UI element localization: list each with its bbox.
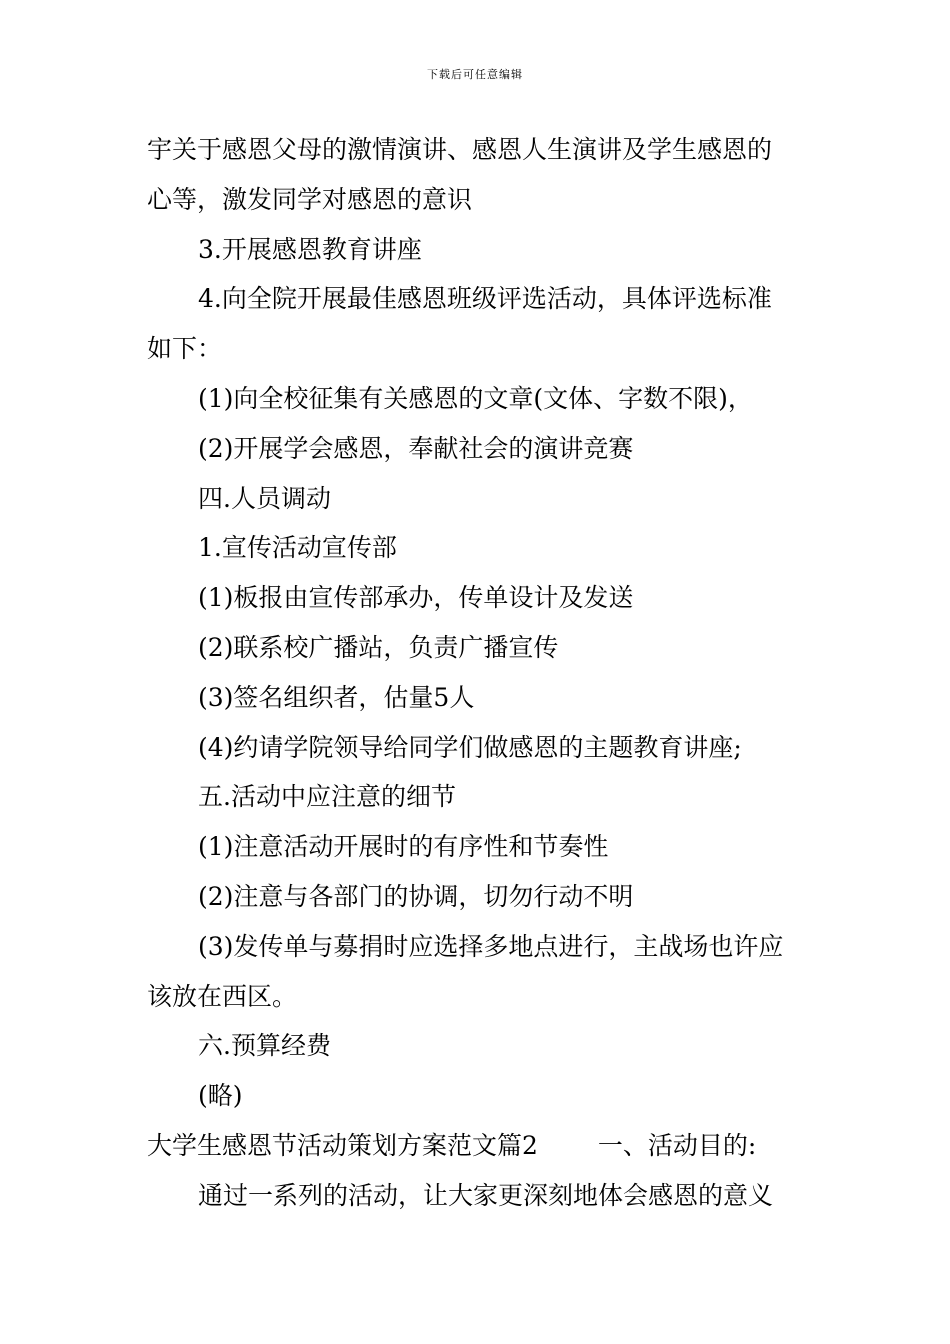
section-heading: 四.人员调动: [198, 483, 331, 513]
list-item: 3.开展感恩教育讲座: [198, 234, 422, 264]
article-title: 大学生感恩节活动策划方案范文篇2: [147, 1130, 538, 1160]
article-title-line: [147, 1121, 812, 1171]
list-item: (2)注意与各部门的协调，切勿行动不明: [198, 881, 634, 911]
list-item: (1)注意活动开展时的有序性和节奏性: [198, 832, 609, 862]
page-header-note: 下载后可任意编辑: [427, 68, 523, 81]
paragraph-line: 宇关于感恩父母的激情演讲、感恩人生演讲及学生感恩的: [147, 135, 773, 164]
list-item: (2)联系校广播站，负责广播宣传: [198, 632, 559, 662]
paragraph-line: (略): [198, 1081, 243, 1111]
list-item: 1.宣传活动宣传部: [198, 533, 397, 563]
section-heading: 一、活动目的:: [597, 1130, 757, 1160]
list-item: (3)发传单与募捐时应选择多地点进行，主战场也许应: [198, 931, 784, 961]
section-heading: 五.活动中应注意的细节: [198, 782, 456, 812]
paragraph-line: 心等，激发同学对感恩的意识: [147, 184, 473, 214]
document-body: [147, 125, 812, 1221]
list-item: 4.向全院开展最佳感恩班级评选活动，具体评选标准: [198, 284, 772, 314]
paragraph-line: 该放在西区。: [147, 981, 298, 1011]
paragraph-line: 通过一系列的活动，让大家更深刻地体会感恩的意义: [198, 1180, 774, 1210]
list-item: (1)板报由宣传部承办，传单设计及发送: [198, 583, 634, 613]
list-item: (1)向全校征集有关感恩的文章(文体、字数不限)，: [198, 383, 753, 413]
section-heading: 六.预算经费: [198, 1031, 331, 1061]
list-item: (3)签名组织者，估量5人: [198, 682, 475, 712]
list-item: (4)约请学院领导给同学们做感恩的主题教育讲座;: [198, 732, 742, 762]
paragraph-line: 如下：: [147, 334, 223, 364]
list-item: (2)开展学会感恩，奉献社会的演讲竞赛: [198, 433, 634, 463]
